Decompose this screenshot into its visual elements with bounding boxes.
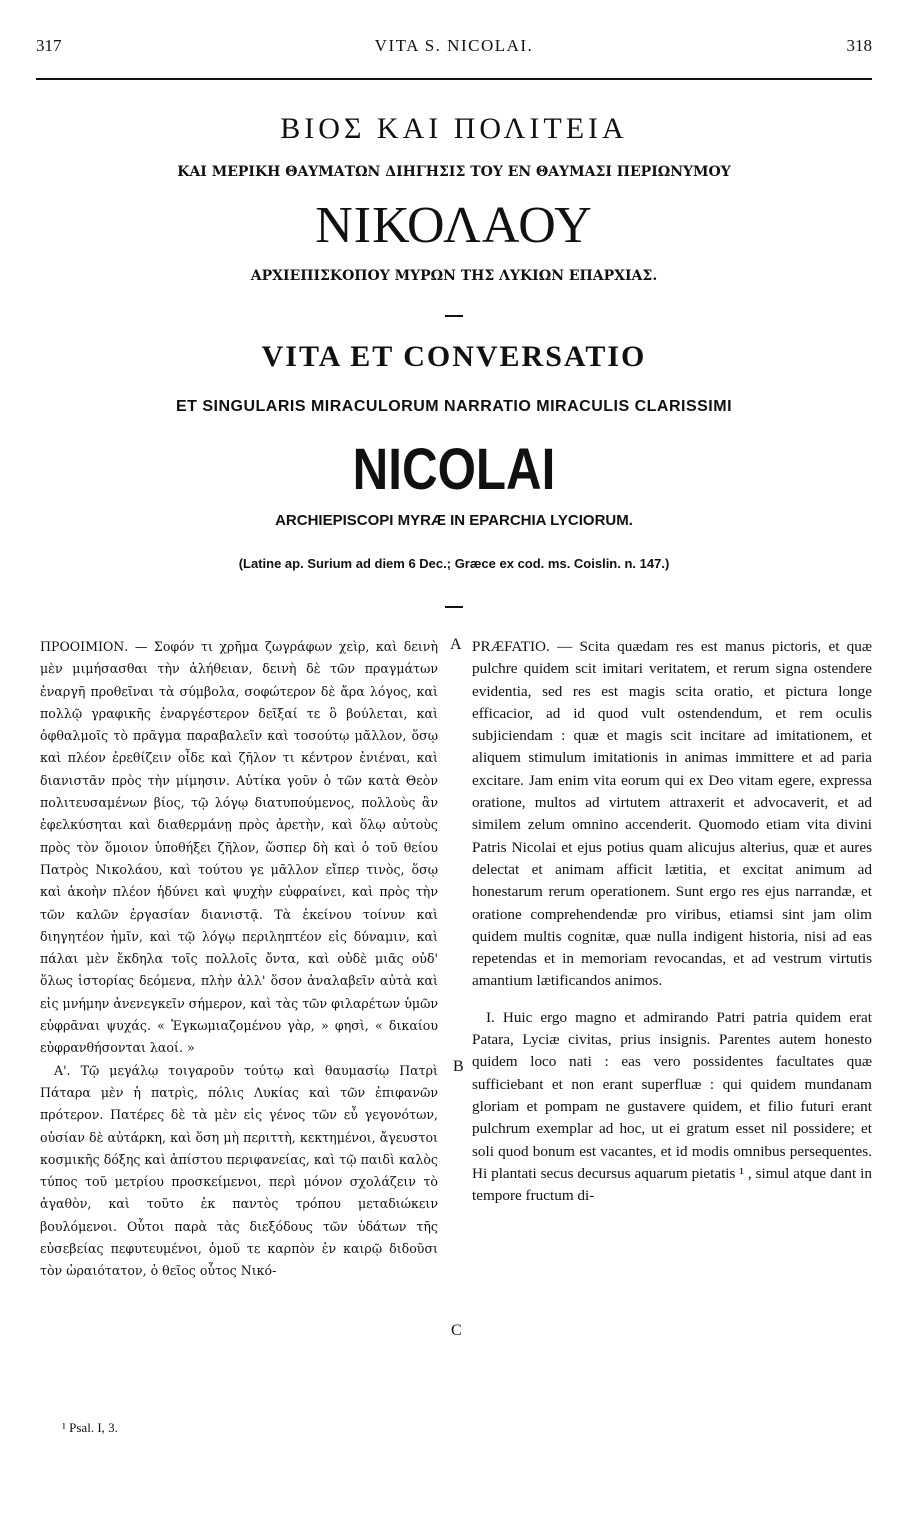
latin-paragraph-1: I. Huic ergo magno et admirando Patri patria quidem erat Patara, Lyciæ civitas, prius insignis. Parentes autem honesto quidem loco nati : eas vero possidentes facultates quæ sufficiebant et non erant superfluæ : qui quidem mundanam gloriam et pompam ne gustavere quidem, et filio futuri erant pulchrum exemplar ad hoc, ut ei gratum esset nil possidere; et soli quod bonum est vacantes, et id modis omnibus persequentes. Hi plantati secus decursus aquarum pietatis ¹ , simul atque dant in tempore fructum di- [472, 1008, 872, 1205]
greek-subtitle: ΚΑΙ ΜΕΡΙΚΗ ΘΑΥΜΑΤΩΝ ΔΙΗΓΗΣΙΣ ΤΟΥ ΕΝ ΘΑΥΜΑΣΙ ΠΕΡΙΩΝΥΜΟΥ [177, 164, 731, 180]
running-head [36, 36, 872, 58]
separator-dash [445, 315, 463, 317]
greek-title: ΒΙΟΣ ΚΑΙ ΠΟΛΙΤΕΙΑ [280, 112, 628, 145]
latin-subtitle: ET SINGULARIS MIRACULORUM NARRATIO MIRACULIS CLARISSIMI [175, 398, 733, 415]
latin-paragraph-preface [472, 636, 872, 993]
latin-rank: ARCHIEPISCOPI MYRÆ IN EPARCHIA LYCIORUM. [275, 512, 633, 529]
running-title: VITA S. NICOLAI. [374, 36, 534, 55]
latin-title: VITA ET CONVERSATIO [261, 340, 647, 373]
header-rule [36, 78, 872, 80]
greek-paragraph-1: Α'. Τῷ μεγάλῳ τοιγαροῦν τούτῳ καὶ θαυμασίῳ Πατρὶ Πάταρα μὲν ἡ πατρὶς, πόλις Λυκίας καὶ τῶν ἐπιφανῶν πρότερον. Πατέρες δὲ τὰ μὲν εἰς γένος τῶν εὖ γεγονότων, οὐσίαν δὲ αὐτάρκη, καὶ ὅση μὴ περιττὴ, κεκτημένοι, ἄγευστοι κοσμικῆς δόξης καὶ ἀπίστου περιφανείας, καὶ τῷ παιδὶ καλὸς τύπος τοῦ μετρίου προσκείμενοι, περὶ μόνον σχολάζειν τὸ ἀγαθὸν, καὶ τοῦτο ἐκ παντὸς τρόπου μεταδιώκειν βουλόμενοι. Οὗτοι παρὰ τὰς διεξόδους τῶν ὑδάτων τῆς εὐσεβείας πεφυτευμένοι, ὁμοῦ τε καρπὸν ἐν καιρῷ διδοῦσι τὸν ὡραιότατον, ὁ θεῖος οὗτος Νικό- [40, 1062, 438, 1279]
page-number-right: 318 [846, 36, 872, 55]
latin-name: NICOLAI [352, 437, 556, 502]
separator-dash [445, 606, 463, 608]
margin-marker-c: C [451, 1322, 462, 1339]
margin-marker-a: A [450, 636, 462, 653]
margin-marker-b: B [453, 1058, 464, 1075]
greek-rank: ΑΡΧΙΕΠΙΣΚΟΠΟΥ ΜΥΡΩΝ ΤΗΣ ΛΥΚΙΩΝ ΕΠΑΡΧΙΑΣ. [250, 268, 658, 284]
paragraph-gap [472, 993, 872, 1007]
greek-column [40, 636, 438, 1283]
greek-name: ΝΙΚΟΛΑΟΥ [315, 197, 593, 254]
latin-heading: PRÆFATIO. [472, 638, 550, 655]
greek-preface-text: — Σοφόν τι χρῆμα ζωγράφων χεὶρ, καὶ δεινὴ μὲν μιμήσασθαι τὴν ἀλήθειαν, δεινὴ δὲ τῶν πραγμάτων ἐναργῆ προθεῖναι τὰ σύμβολα, σοφώτερον δὲ ἄρα λόγος, καὶ πολλῷ γραφικῆς ἐναργέστερον δεῖξαί τε ὃ βούλεται, καὶ ὀφθαλμοῖς τὸ πρᾶγμα παραβαλεῖν καὶ τοσούτῳ μᾶλλον, ὅσῳ καὶ πλέον ἐρεθίζειν οἶδε καὶ ζῆλον τι κέντρον ἐνιέναι, καὶ διανιστᾶν πρὸς τὴν μίμησιν. Αὐτίκα γοῦν ὁ τῶν κατὰ Θεὸν πολιτευσαμένων βίος, τῷ λόγῳ διατυπούμενος, πολλοὺς ἂν ἐφελκύσηται καὶ διαθερμάνῃ πρὸς ἀρετὴν, καὶ ὅλῳ αὐτοὺς πρὸς τὸν ὅμοιον ὑποθήξει ζῆλον, ὥσπερ δὴ καὶ ὁ τοῦ θείου Πατρὸς Νικολάου, καὶ τούτου γε μᾶλλον εἴπερ τινὸς, ὅσῳ καὶ ἀκοὴν πλέον ἡδύνει καὶ ψυχὴν εὐφραίνει, καὶ πρὸς τὴν τῶν καλῶν ἐργασίαν διανιστᾷ. Τὰ ἐκείνου τοίνυν καὶ διηγητέον ἡμῖν, καὶ τῷ λόγῳ περιληπτέον εἰς δύναμιν, καὶ πάλαι μὲν ἔκδηλα τοῖς πολλοῖς ὄντα, καὶ οὐδὲ μιᾶς οὐδ' ὅλως ἱστορίας δεόμενα, πλὴν ἀλλ' ὅσον ἀναλαβεῖν αὐτὰ καὶ εἰς μνήμην ἀνενεγκεῖν σήμερον, καὶ τὰς τῶν φιλαρέτων ὑμῶν εὐφρᾶναι ψυχάς. « Ἐγκωμιαζομένου γὰρ, » φησὶ, « δικαίου εὐφρανθήσονται λαοί. » [40, 639, 438, 1056]
greek-paragraph-preface [40, 636, 438, 1060]
latin-preface-text: — Scita quædam res est manus pictoris, et quæ pulchre quidem scit imitari veritatem, et rerum signa ostendere evidentia, sed res est magis scita oratio, et pictura longe efficacior, ad id quod vult ostendendum, et rem oculis subjiciendam : quæ et magis scit incitare ad imitationem, et aliquem stimulum imitationis in animas immittere et ad paria excitare. Jam enim vita eorum qui ex Deo vitam egere, expressa oratione, multos ad virtutem attraxerit et advocaverit, et ad similem zelum omnino accenderit. Quomodo etiam vita divini Patris Nicolai et ejus potius quam alicujus alterius, quæ et aures delectat et animam afficit lætitia, et excitat animum ad honestarum rerum operationem. Sunt ergo res ejus narrandæ, et oratione comprehendendæ pro viribus, etiamsi sint jam olim quidem multis cognitæ, quæ nulla indigent historia, nisi ad eas repetendas et in memoriam revocandas, et ad vestrum virtutis amantium lætificandos animos. [472, 638, 873, 990]
source-note: (Latine ap. Surium ad diem 6 Dec.; Græce ex cod. ms. Coislin. n. 147.) [238, 556, 670, 571]
page-number-left: 317 [36, 36, 62, 55]
greek-heading: ΠΡΟΟΙΜΙΟΝ. [40, 639, 129, 654]
latin-column [472, 636, 872, 1207]
footnote: ¹ Psal. I, 3. [62, 1420, 118, 1435]
